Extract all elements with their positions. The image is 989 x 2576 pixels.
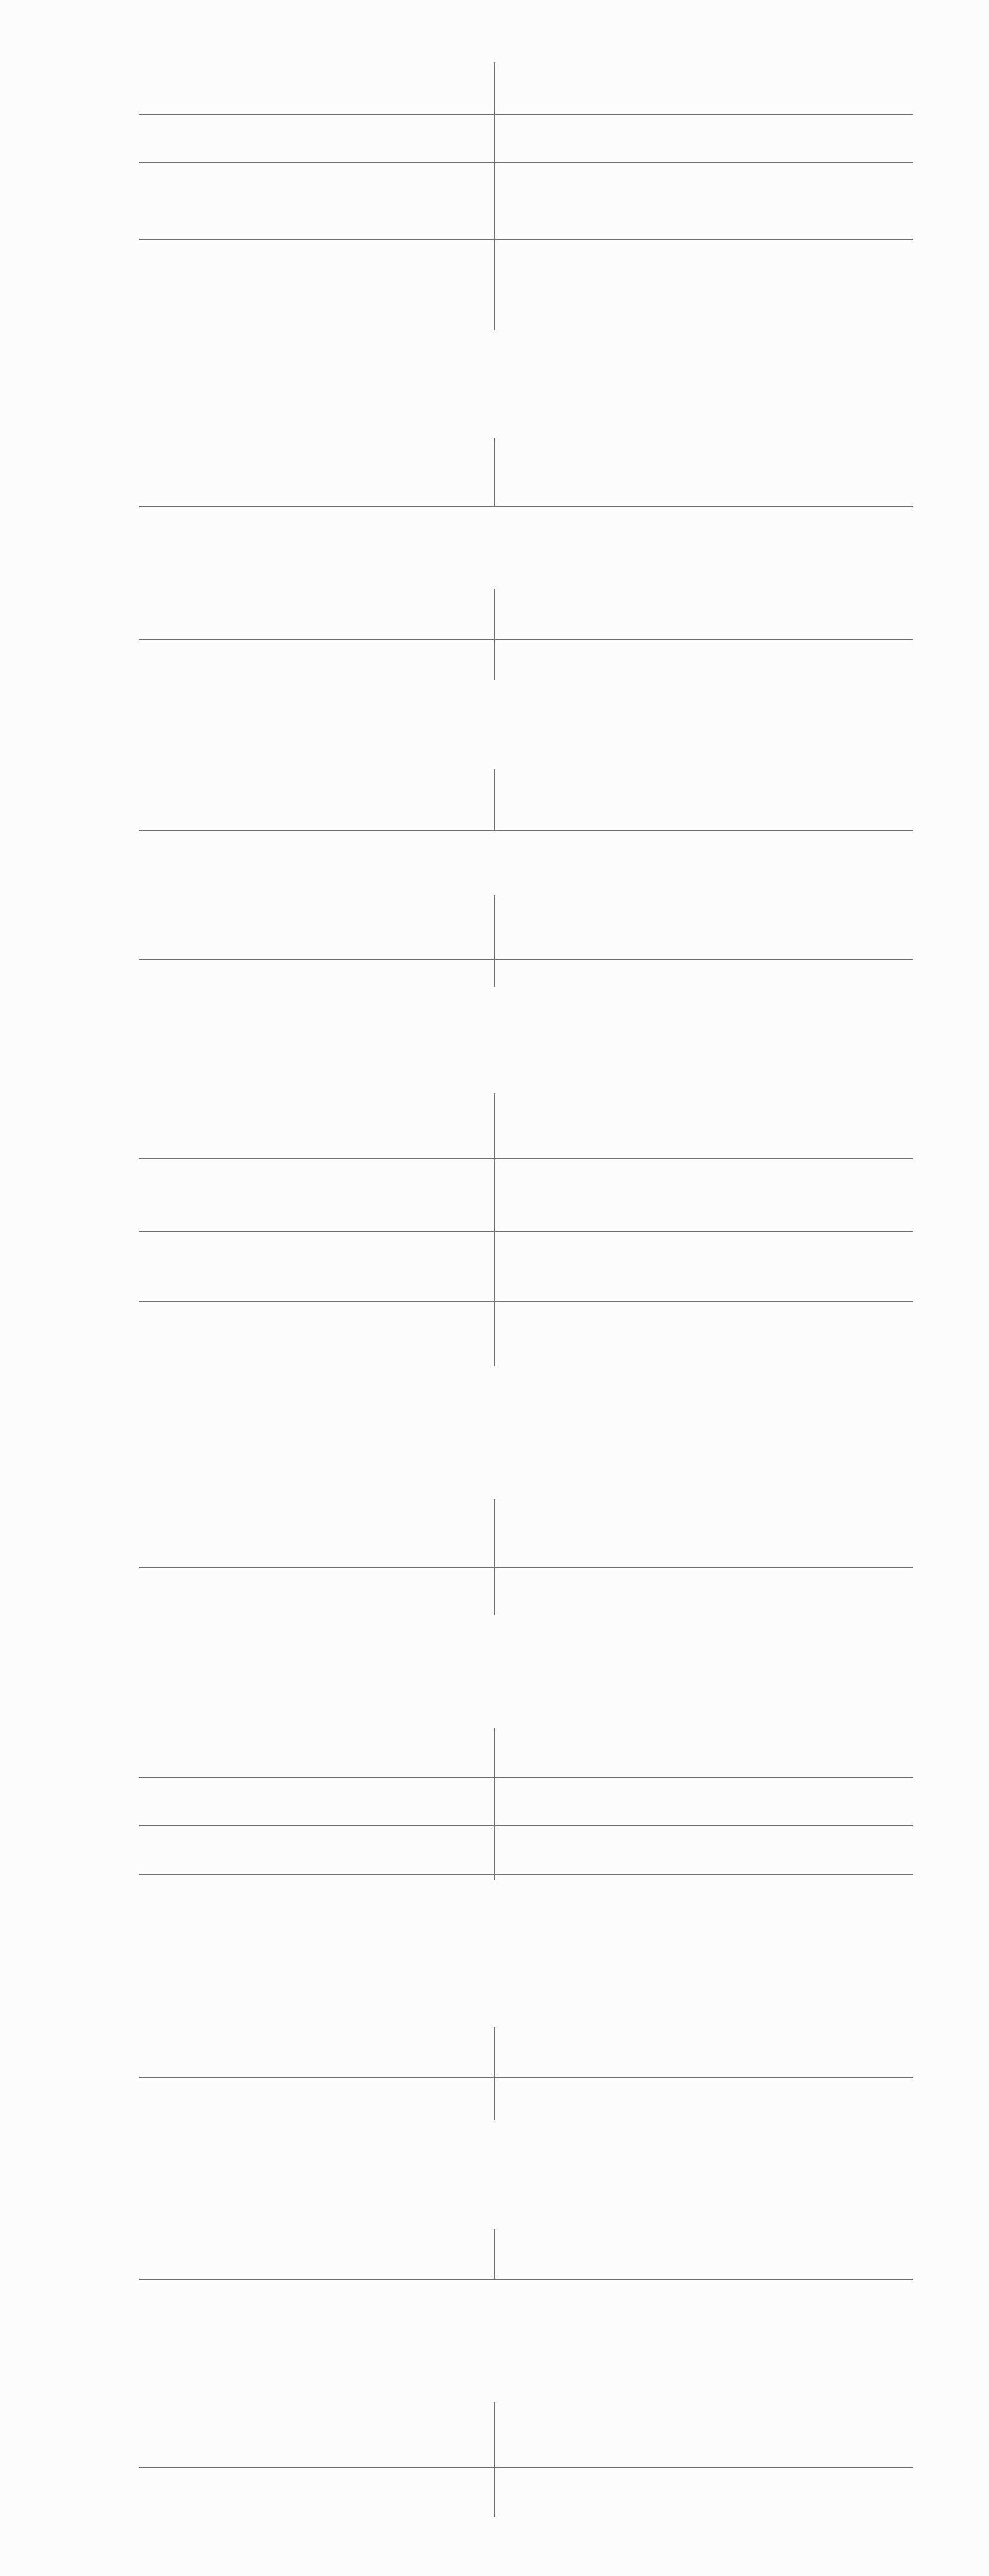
table-row-divider: [139, 506, 913, 507]
table-row-divider: [139, 2077, 913, 2078]
table-row-divider: [139, 959, 913, 960]
table-divider-vertical: [494, 589, 495, 680]
table-divider-vertical: [494, 2027, 495, 2120]
table-row-divider: [139, 162, 913, 163]
table-divider-vertical: [494, 2402, 495, 2517]
table-row-divider: [139, 114, 913, 115]
table-divider-vertical: [494, 1499, 495, 1615]
table-row-divider: [139, 830, 913, 831]
table-divider-vertical: [494, 769, 495, 831]
table-row-divider: [139, 639, 913, 640]
table-row-divider: [139, 1874, 913, 1875]
table-divider-vertical: [494, 438, 495, 507]
table-divider-vertical: [494, 895, 495, 987]
table-row-divider: [139, 2467, 913, 2468]
table-row-divider: [139, 1301, 913, 1302]
table-divider-vertical: [494, 1093, 495, 1366]
table-row-divider: [139, 1567, 913, 1568]
table-row-divider: [139, 239, 913, 240]
table-divider-vertical: [494, 62, 495, 330]
table-divider-vertical: [494, 1728, 495, 1880]
table-divider-vertical: [494, 2229, 495, 2280]
table-row-divider: [139, 2279, 913, 2280]
table-row-divider: [139, 1777, 913, 1778]
table-row-divider: [139, 1231, 913, 1232]
table-row-divider: [139, 1825, 913, 1826]
table-row-divider: [139, 1158, 913, 1159]
